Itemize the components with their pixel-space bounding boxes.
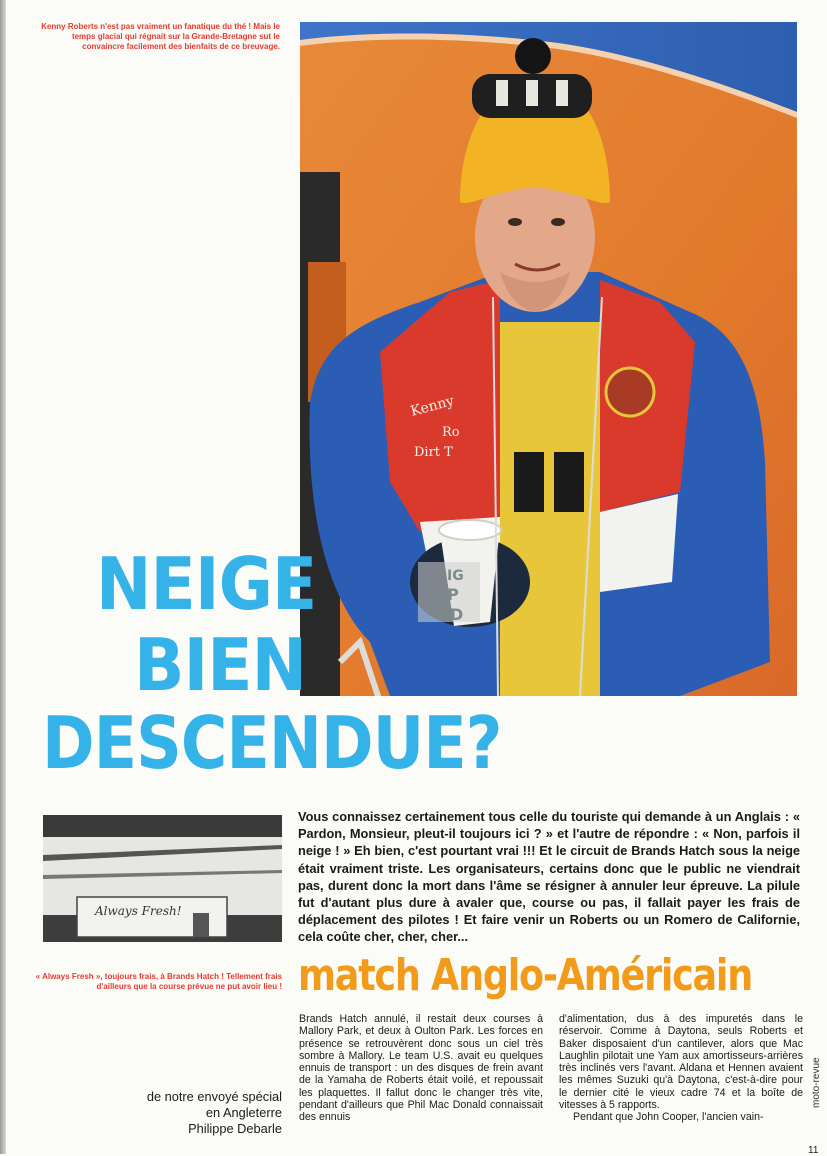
small-photo-sign-text: Always Fresh! [95,904,182,918]
photo-caption-small: « Always Fresh », toujours frais, à Brands Hatch ! Tellement frais d'ailleurs que la course prévue ne put avoir lieu ! [35,972,282,991]
small-photo-brands-hatch [43,815,282,942]
watermark-bottom: HD [436,605,464,624]
body-column-2 [559,1013,803,1124]
body-column-2-continuation: Pendant que John Cooper, l'ancien vain- [573,1111,764,1124]
headline-line-2: BIEN [134,623,307,707]
photo-caption-top: Kenny Roberts n'est pas vraiment un fanatique du thé ! Mais le temps glacial qui régnait sur la Grande-Bretagne sut le convaincre facilement des bienfaits de ce breuvage. [41,22,280,51]
watermark-mid: JP [441,585,459,604]
headline-line-3: DESCENDUE? [42,701,502,785]
jacket-text-line2: Ro [442,425,460,440]
byline-line-1: de notre envoyé spécial [146,1089,282,1104]
section-subhead: match Anglo-Américain [298,950,752,1001]
body-column-1: Brands Hatch annulé, il restait deux courses à Mallory Park, et deux à Oulton Park. Les forces en présence se retrouvèrent donc sous un ciel très sombre à Mallory. Le team U.S. avait eu quelques ennuis de transport : un des disques de frein avant de la Yamaha de Roberts était voilé, et repoussait les plaquettes. Il fallut donc le changer très vite, pendant d'ailleurs que Phil Mac Donald connaissait des ennuis [299,1013,543,1124]
page-binding-edge [0,0,6,1154]
body-column-2-text: d'alimentation, dus à des impuretés dans le réservoir. Comme à Daytona, seuls Roberts et Baker disposaient d'un cantilever, alors que Mac Laughlin pilotait une Yam aux amortisseurs-arrières très inclinés vers l'avant. Aldana et Hennen avaient les mêmes Suzuki qu'à Daytona, c'est-à-dire pour le dernier cité le vieux cadre 74 et la boîte de vitesses à 5 rapports. [559,1013,803,1112]
magazine-name: moto-revue [811,1057,822,1108]
byline [60,1089,282,1137]
jacket-text-line1: Kenny [408,392,456,420]
main-photo-kenny-roberts [300,22,797,696]
page-number: 11 [808,1145,819,1156]
byline-line-2: en Angleterre [205,1105,282,1120]
headline-line-1: NEIGE [96,542,317,626]
byline-author: Philippe Debarle [188,1121,282,1136]
intro-paragraph: Vous connaissez certainement tous celle du touriste qui demande à un Anglais : « Pardon, Monsieur, pleut-il toujours ici ? » et l'autre de répondre : « Non, parfois il neige ! » Eh bien, c'est pourtant vrai !!! Et le circuit de Brands Hatch sous la neige était vraiment triste. Les organisateurs, certains donc que le public ne viendrait pas, durent donc la mort dans l'âme se résigner à annuler leur épreuve. La pilule fut d'autant plus dure à avaler que, course ou pas, il fallait payer les frais de déplacement des pilotes ! Et faire venir un Roberts ou un Romero de Californie, cela coûte cher, cher, cher... [298,809,800,945]
jacket-text-line3: Dirt T [414,445,453,460]
watermark-top: BIG [436,568,464,584]
